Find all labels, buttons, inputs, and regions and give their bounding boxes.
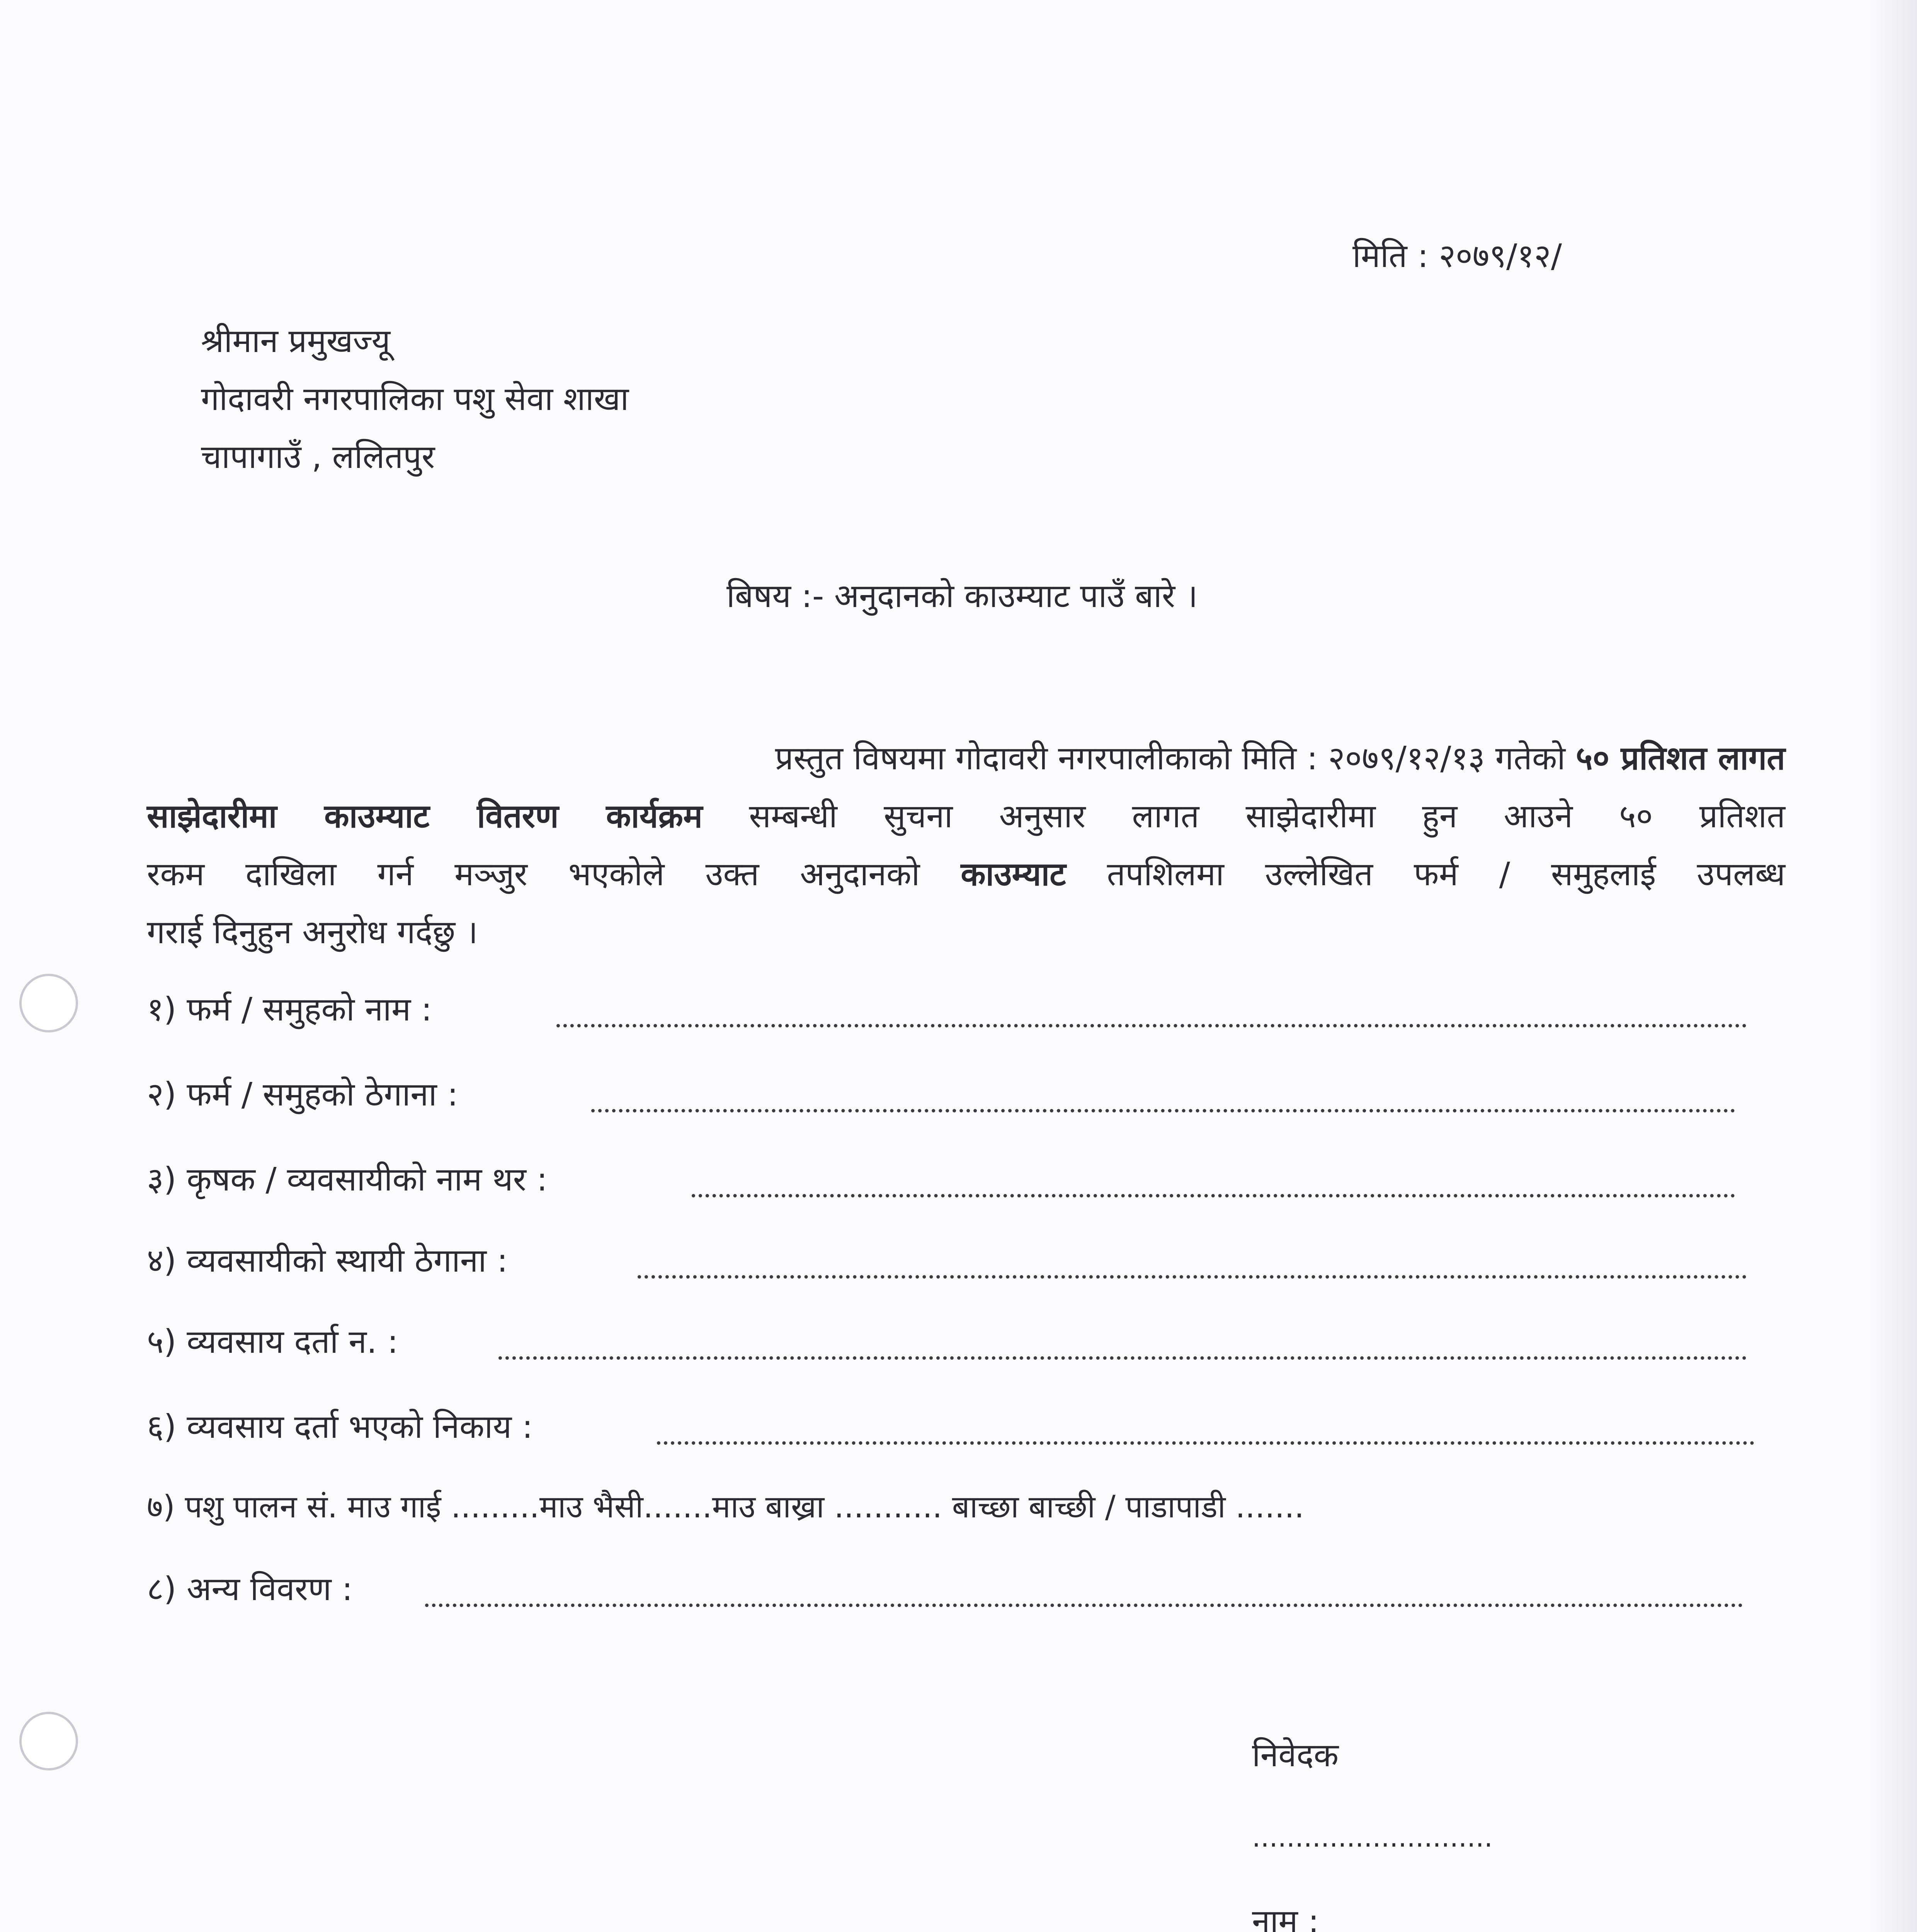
field-farmer-name-label: ३) कृषक / व्यवसायीको नाम थर : bbox=[147, 1160, 548, 1198]
field-firm-name-line[interactable] bbox=[556, 1024, 1747, 1027]
field-farmer-name-line[interactable] bbox=[692, 1194, 1735, 1197]
body-line-2 bbox=[147, 797, 1786, 835]
body-line-3 bbox=[147, 855, 1785, 893]
page-edge-shadow bbox=[1871, 0, 1917, 1932]
recipient-line-1: श्रीमान प्रमुखज्यू bbox=[201, 322, 391, 360]
field-other-details-line[interactable] bbox=[425, 1604, 1743, 1607]
recipient-line-3: चापागाउँ , ललितपुर bbox=[201, 438, 435, 476]
punch-hole-top bbox=[19, 974, 78, 1032]
body-line-3-bold: काउम्याट bbox=[961, 855, 1066, 893]
applicant-name-label: नाम : bbox=[1252, 1902, 1319, 1932]
signature-line[interactable]: ............................ bbox=[1252, 1821, 1493, 1853]
field-permanent-address-label: ४) व्यवसायीको स्थायी ठेगाना : bbox=[147, 1242, 508, 1279]
field-livestock-counts[interactable]: ७) पशु पालन सं. माउ गाई .........माउ भैसी.......माउ बाख्रा ........... बाच्छा बाच्छी / पाडापाडी ....... bbox=[147, 1489, 1305, 1525]
letter-date: मिति : २०७९/१२/ bbox=[1352, 237, 1562, 275]
field-other-details-label: ८) अन्य विवरण : bbox=[147, 1570, 353, 1608]
body-line-4: गराई दिनुहुन अनुरोध गर्दछु । bbox=[147, 913, 478, 951]
body-line-3-text-a: रकम दाखिला गर्न मञ्जुर भएकोले उक्त अनुदानको bbox=[147, 855, 920, 893]
field-registration-no-line[interactable] bbox=[498, 1356, 1747, 1360]
punch-hole-bottom bbox=[19, 1712, 78, 1770]
field-firm-name-label: १) फर्म / समुहको नाम : bbox=[147, 990, 432, 1028]
body-line-1-text: प्रस्तुत विषयमा गोदावरी नगरपालीकाको मिति : २०७९/१२/१३ गतेको bbox=[775, 739, 1566, 777]
field-registration-no-label: ५) व्यवसाय दर्ता न. : bbox=[147, 1323, 398, 1361]
field-firm-address-line[interactable] bbox=[591, 1109, 1735, 1112]
field-permanent-address-line[interactable] bbox=[638, 1275, 1747, 1279]
body-line-1-bold: ५० प्रतिशत लागत bbox=[1575, 739, 1785, 777]
body-line-2-bold: साझेदारीमा काउम्याट वितरण कार्यक्रम bbox=[147, 797, 703, 835]
recipient-line-2: गोदावरी नगरपालिका पशु सेवा शाखा bbox=[201, 380, 629, 418]
field-firm-address-label: २) फर्म / समुहको ठेगाना : bbox=[147, 1075, 458, 1113]
letter-subject: बिषय :- अनुदानको काउम्याट पाउँ बारे । bbox=[726, 577, 1198, 615]
body-line-3-text-b: तपशिलमा उल्लेखित फर्म / समुहलाई उपलब्ध bbox=[1107, 855, 1785, 893]
body-line-1 bbox=[147, 739, 1785, 777]
field-registration-body-label: ६) व्यवसाय दर्ता भएको निकाय : bbox=[147, 1408, 533, 1446]
applicant-label: निवेदक bbox=[1252, 1736, 1339, 1774]
body-line-2-text: सम्बन्धी सुचना अनुसार लागत साझेदारीमा हुन आउने ५० प्रतिशत bbox=[749, 797, 1786, 835]
field-registration-body-line[interactable] bbox=[657, 1441, 1754, 1445]
